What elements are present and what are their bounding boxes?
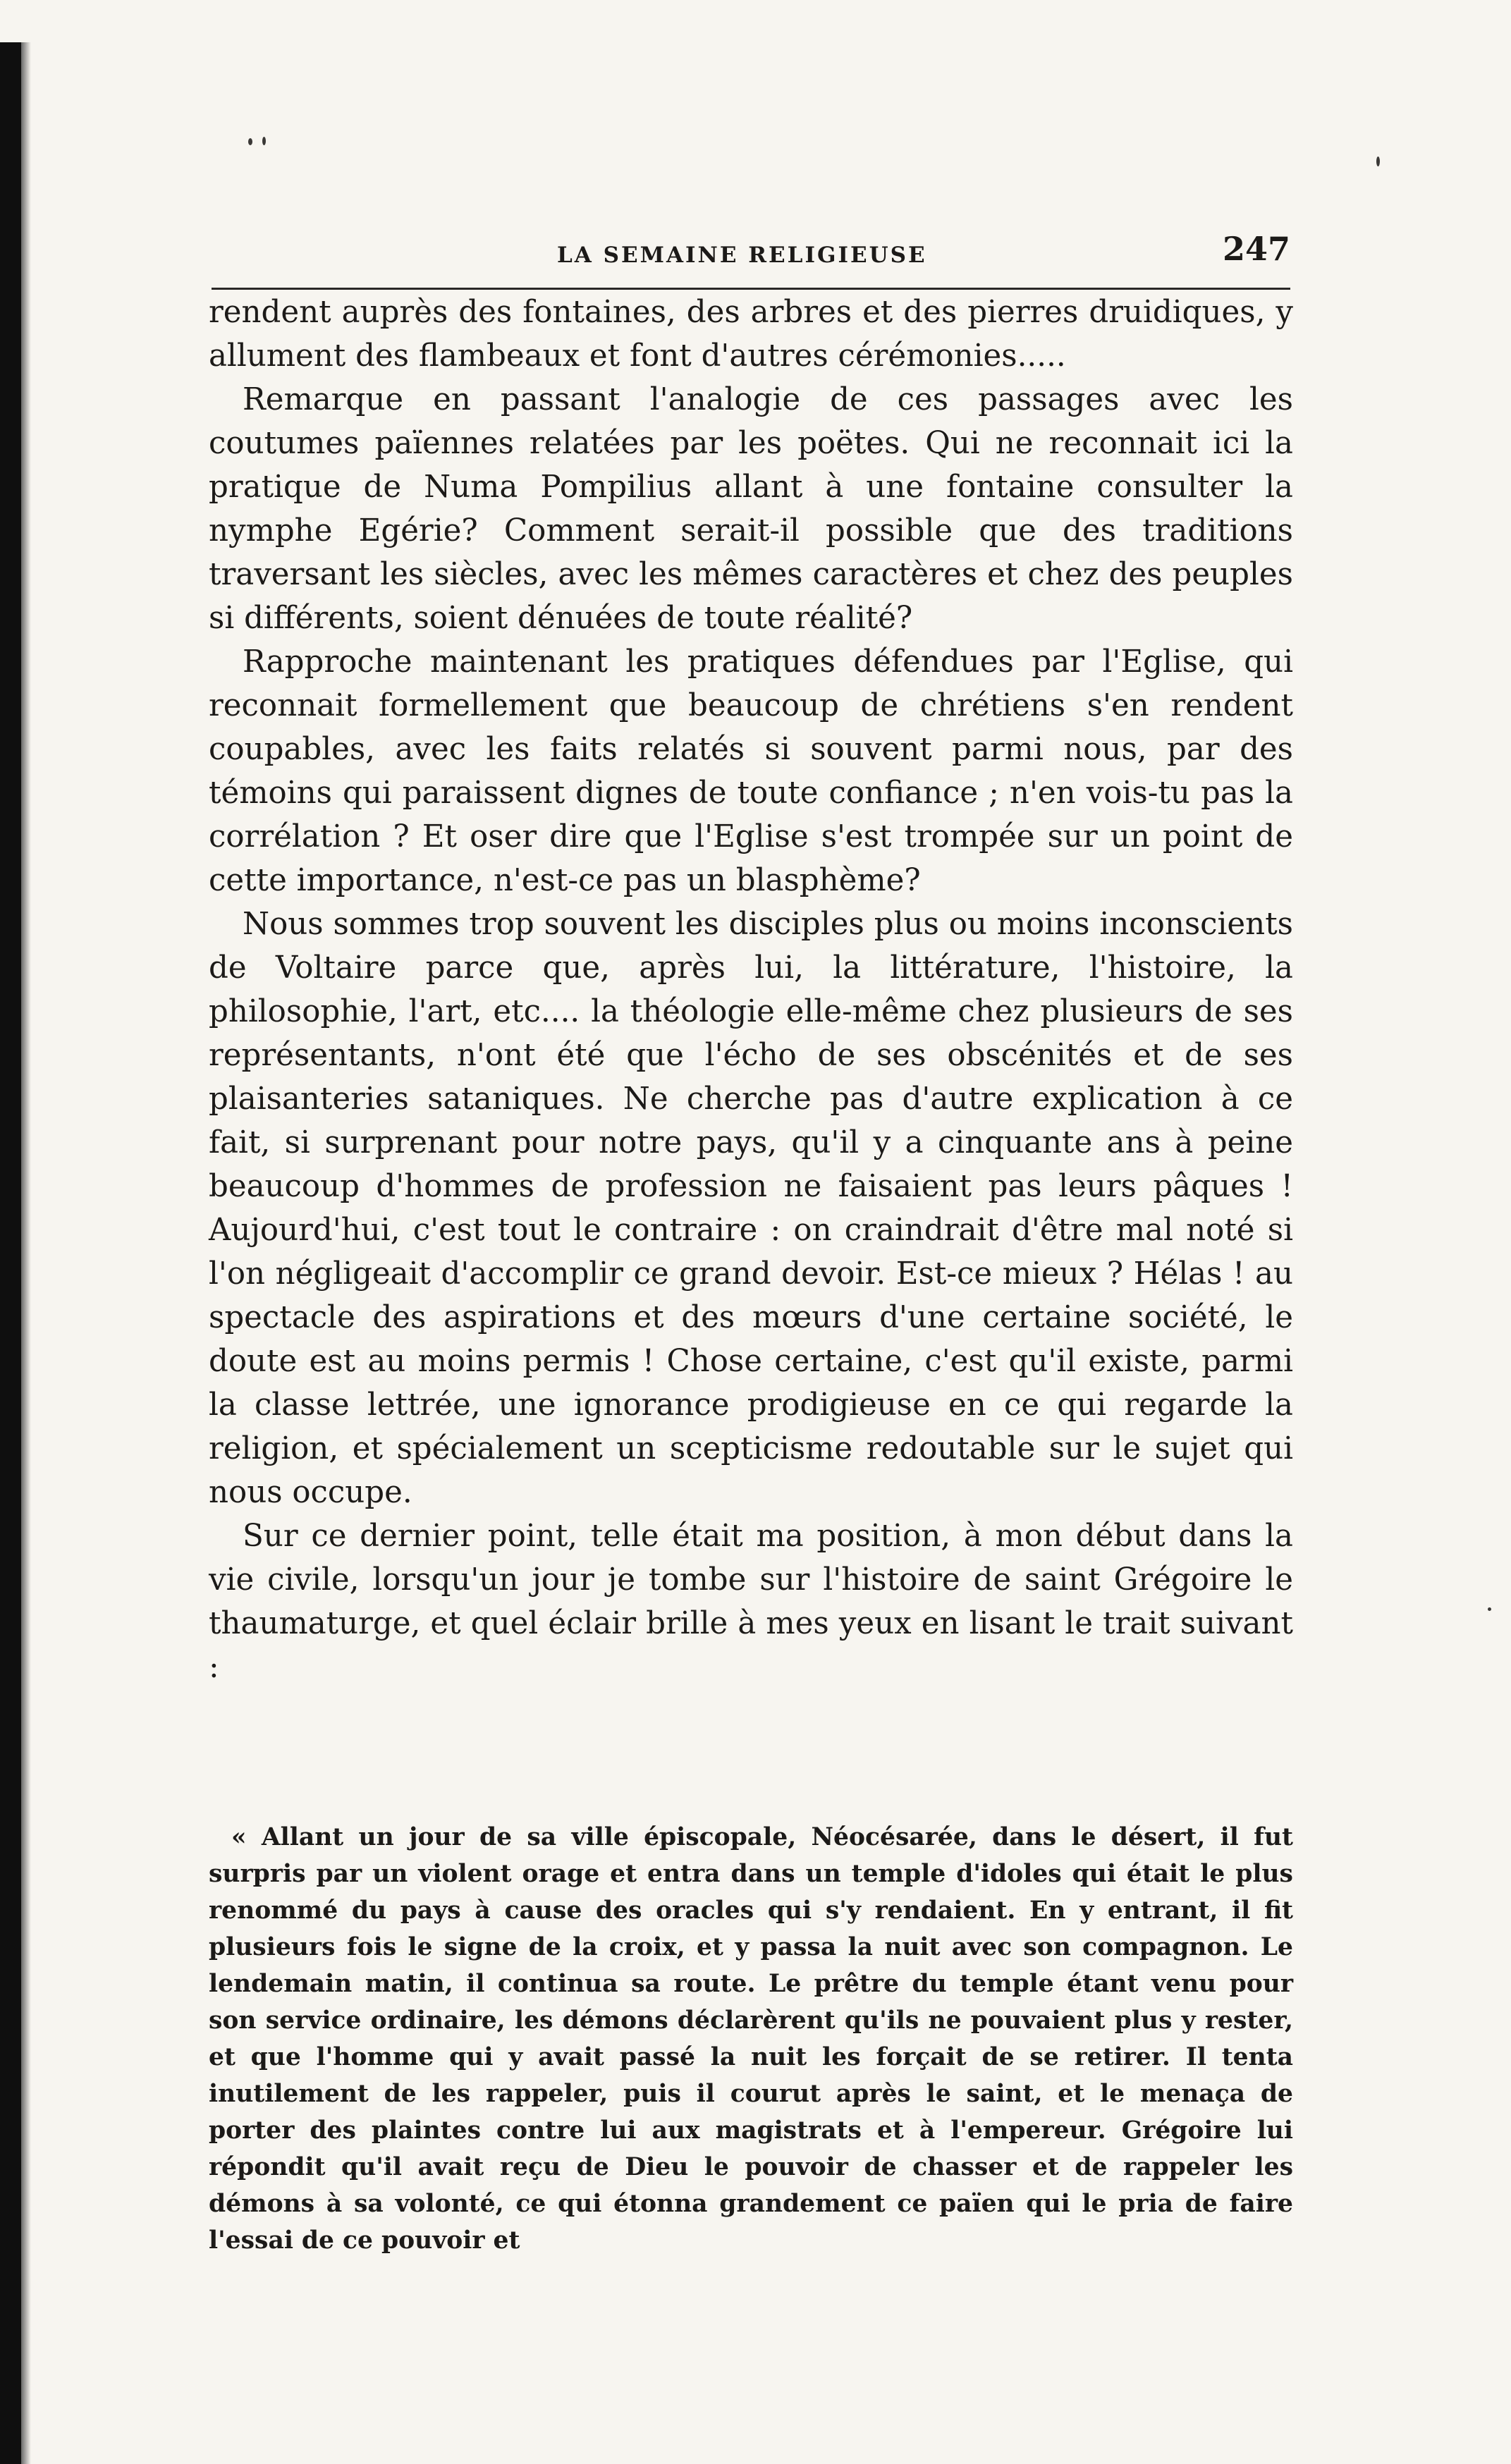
page-number: 247 (1222, 230, 1290, 268)
paragraph: Remarque en passant l'analogie de ces passages avec les coutumes païennes relatées par les poëtes. Qui ne reconnait ici la pratique de Numa Pompilius allant à une fontaine consulter la nymphe Egérie? Comment serait-il possible que des traditions traversant les siècles, avec les mêmes caractères et chez des peuples si différents, soient dénuées de toute réalité? (209, 382, 1293, 636)
running-title: LA SEMAINE RELIGIEUSE (557, 243, 927, 268)
scan-binding-shadow (21, 42, 31, 2464)
paragraph: rendent auprès des fontaines, des arbres et des pierres druidiques, y allument des flambeaux et font d'autres cérémonies..... (209, 295, 1293, 374)
scan-speck (262, 137, 266, 145)
quotation-block (209, 1819, 1293, 2259)
paragraph: Nous sommes trop souvent les disciples plus ou moins inconscients de Voltaire parce que, après lui, la littérature, l'histoire, la philosophie, l'art, etc.... la théologie elle-même chez plusieurs de ses représentants, n'ont été que l'écho de ses obscénités et de ses plaisanteries sataniques. Ne cherche pas d'autre explication à ce fait, si surprenant pour notre pays, qu'il y a cinquante ans à peine beaucoup d'hommes de profession ne faisaient pas leurs pâques ! Aujourd'hui, c'est tout le contraire : on craindrait d'être mal noté si l'on négligeait d'accomplir ce grand devoir. Est-ce mieux ? Hélas ! au spectacle des aspirations et des mœurs d'une certaine société, le doute est au moins permis ! Chose certaine, c'est qu'il existe, parmi la classe lettrée, une ignorance prodigieuse en ce qui regarde la religion, et spécialement un scepticisme redoutable sur le sujet qui nous occupe. (209, 907, 1293, 1510)
paragraph: Sur ce dernier point, telle était ma position, à mon début dans la vie civile, lorsqu'un jour je tombe sur l'histoire de saint Grégoire le thaumaturge, et quel éclair brille à mes yeux en lisant le trait suivant : (209, 1519, 1293, 1685)
scan-binding-edge (0, 42, 21, 2464)
scan-speck (1488, 1607, 1491, 1611)
paragraph: Rapproche maintenant les pratiques défendues par l'Eglise, qui reconnait formellement que beaucoup de chrétiens s'en rendent coupables, avec les faits relatés si souvent parmi nous, par des témoins qui paraissent dignes de toute confiance ; n'en vois-tu pas la corrélation ? Et oser dire que l'Eglise s'est trompée sur un point de cette importance, n'est-ce pas un blasphème? (209, 644, 1293, 898)
body-text (209, 290, 1293, 1689)
quotation-text: « Allant un jour de sa ville épiscopale, Néocésarée, dans le désert, il fut surpris par un violent orage et entra dans un temple d'idoles qui était le plus renommé du pays à cause des oracles qui s'y rendaient. En y entrant, il fit plusieurs fois le signe de la croix, et y passa la nuit avec son compagnon. Le lendemain matin, il continua sa route. Le prêtre du temple étant venu pour son service ordinaire, les démons déclarèrent qu'ils ne pouvaient plus y rester, et que l'homme qui y avait passé la nuit les forçait de se retirer. Il tenta inutilement de les rappeler, puis il courut après le saint, et le menaça de porter des plaintes contre lui aux magistrats et à l'empereur. Grégoire lui répondit qu'il avait reçu de Dieu le pouvoir de chasser et de rappeler les démons à sa volonté, ce qui étonna grandement ce païen qui le pria de faire l'essai de ce pouvoir et (209, 1823, 1293, 2255)
scan-speck (248, 138, 252, 145)
header-rule (212, 288, 1290, 290)
page-header (212, 230, 1290, 282)
scan-speck (1376, 157, 1380, 166)
